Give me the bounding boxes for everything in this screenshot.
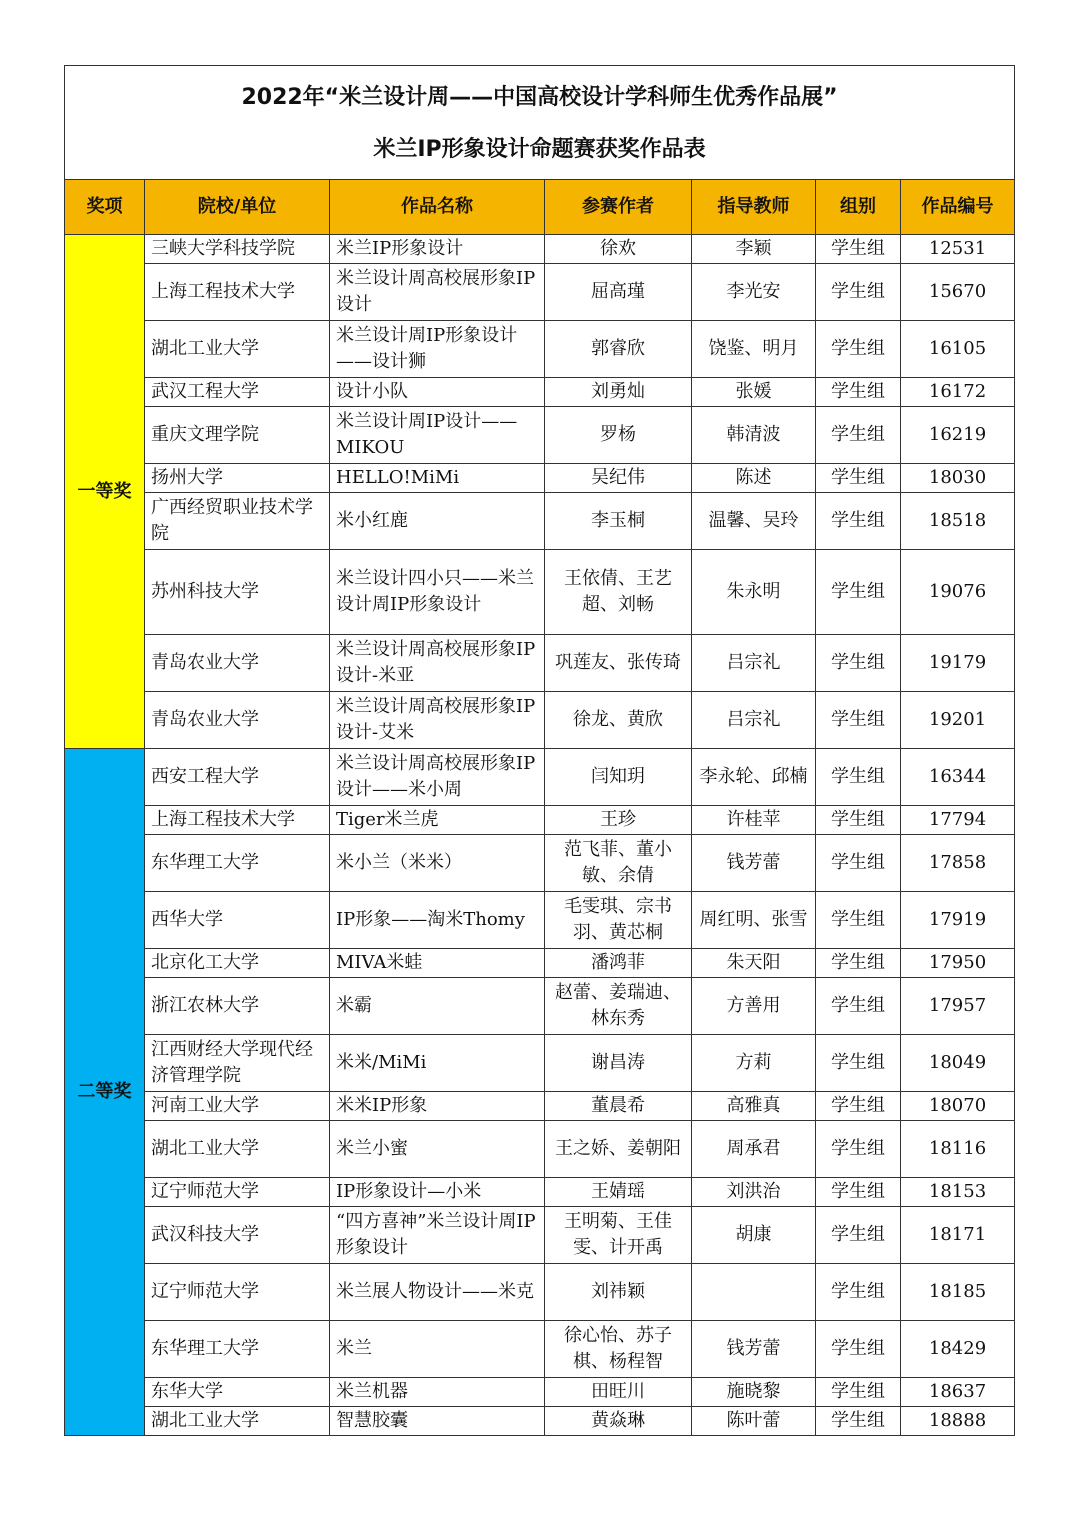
cell-teacher: 吕宗礼 (692, 692, 816, 749)
cell-work: 米兰机器 (330, 1378, 545, 1407)
cell-id: 18888 (901, 1407, 1015, 1436)
cell-school: 重庆文理学院 (145, 407, 330, 464)
cell-group: 学生组 (816, 378, 901, 407)
cell-school: 东华理工大学 (145, 1321, 330, 1378)
cell-author: 巩莲友、张传琦 (545, 635, 692, 692)
cell-group: 学生组 (816, 692, 901, 749)
table-row (65, 1092, 1015, 1121)
header-id: 作品编号 (901, 180, 1015, 235)
cell-work: 智慧胶囊 (330, 1407, 545, 1436)
cell-teacher: 高雅真 (692, 1092, 816, 1121)
cell-teacher: 方莉 (692, 1035, 816, 1092)
cell-work: 米兰设计周高校展形象IP设计-艾米 (330, 692, 545, 749)
cell-school: 西华大学 (145, 892, 330, 949)
table-row (65, 235, 1015, 264)
cell-school: 东华理工大学 (145, 835, 330, 892)
table-row (65, 1264, 1015, 1321)
table-body (65, 235, 1015, 1436)
table-row (65, 635, 1015, 692)
cell-id: 16105 (901, 321, 1015, 378)
table-row (65, 806, 1015, 835)
cell-group: 学生组 (816, 1178, 901, 1207)
cell-group: 学生组 (816, 978, 901, 1035)
cell-group: 学生组 (816, 1264, 901, 1321)
cell-author: 王婧瑶 (545, 1178, 692, 1207)
cell-id: 16172 (901, 378, 1015, 407)
cell-id: 18518 (901, 493, 1015, 550)
cell-work: 设计小队 (330, 378, 545, 407)
cell-id: 18049 (901, 1035, 1015, 1092)
cell-id: 19179 (901, 635, 1015, 692)
cell-author: 屈高瑾 (545, 264, 692, 321)
cell-group: 学生组 (816, 635, 901, 692)
cell-group: 学生组 (816, 949, 901, 978)
cell-teacher: 胡康 (692, 1207, 816, 1264)
table-row (65, 550, 1015, 635)
cell-group: 学生组 (816, 321, 901, 378)
table-row (65, 749, 1015, 806)
cell-teacher: 周红明、张雪 (692, 892, 816, 949)
cell-author: 田旺川 (545, 1378, 692, 1407)
cell-work: 米兰 (330, 1321, 545, 1378)
cell-work: 米兰设计四小只——米兰设计周IP形象设计 (330, 550, 545, 635)
cell-id: 17794 (901, 806, 1015, 835)
cell-author: 范飞菲、董小敏、余倩 (545, 835, 692, 892)
cell-group: 学生组 (816, 1207, 901, 1264)
cell-id: 18171 (901, 1207, 1015, 1264)
cell-school: 苏州科技大学 (145, 550, 330, 635)
cell-work: 米兰设计周IP设计——MIKOU (330, 407, 545, 464)
table-row (65, 1378, 1015, 1407)
cell-school: 江西财经大学现代经济管理学院 (145, 1035, 330, 1092)
header-teacher: 指导教师 (692, 180, 816, 235)
cell-school: 青岛农业大学 (145, 635, 330, 692)
cell-group: 学生组 (816, 407, 901, 464)
title-line-2: 米兰IP形象设计命题赛获奖作品表 (373, 136, 706, 162)
cell-school: 河南工业大学 (145, 1092, 330, 1121)
cell-group: 学生组 (816, 892, 901, 949)
cell-school: 浙江农林大学 (145, 978, 330, 1035)
award-table-document (64, 65, 1014, 1436)
cell-id: 19201 (901, 692, 1015, 749)
cell-author: 谢昌涛 (545, 1035, 692, 1092)
cell-teacher: 李颖 (692, 235, 816, 264)
cell-school: 上海工程技术大学 (145, 264, 330, 321)
cell-work: 米兰小蜜 (330, 1121, 545, 1178)
cell-author: 王之娇、姜朝阳 (545, 1121, 692, 1178)
table-row (65, 321, 1015, 378)
cell-teacher: 韩清波 (692, 407, 816, 464)
cell-teacher: 方善用 (692, 978, 816, 1035)
table-row (65, 949, 1015, 978)
prize-category-cell: 二等奖 (65, 749, 145, 1436)
cell-teacher: 陈述 (692, 464, 816, 493)
award-table (64, 65, 1015, 1436)
cell-school: 湖北工业大学 (145, 1121, 330, 1178)
cell-work: “四方喜神”米兰设计周IP形象设计 (330, 1207, 545, 1264)
cell-id: 18153 (901, 1178, 1015, 1207)
cell-group: 学生组 (816, 493, 901, 550)
table-row (65, 493, 1015, 550)
cell-work: HELLO!MiMi (330, 464, 545, 493)
cell-author: 王珍 (545, 806, 692, 835)
cell-work: IP形象设计—小米 (330, 1178, 545, 1207)
cell-group: 学生组 (816, 835, 901, 892)
cell-author: 罗杨 (545, 407, 692, 464)
cell-group: 学生组 (816, 749, 901, 806)
header-school: 院校/单位 (145, 180, 330, 235)
cell-teacher: 刘洪治 (692, 1178, 816, 1207)
cell-id: 19076 (901, 550, 1015, 635)
cell-author: 徐欢 (545, 235, 692, 264)
cell-group: 学生组 (816, 550, 901, 635)
cell-author: 王依倩、王艺超、刘畅 (545, 550, 692, 635)
cell-author: 赵蕾、姜瑞迪、林东秀 (545, 978, 692, 1035)
cell-teacher: 李光安 (692, 264, 816, 321)
table-title (65, 66, 1015, 180)
cell-author: 王明菊、王佳雯、计开禹 (545, 1207, 692, 1264)
cell-work: 米兰设计周IP形象设计——设计狮 (330, 321, 545, 378)
cell-work: 米兰设计周高校展形象IP设计 (330, 264, 545, 321)
cell-teacher: 施晓黎 (692, 1378, 816, 1407)
header-work: 作品名称 (330, 180, 545, 235)
table-row (65, 407, 1015, 464)
cell-teacher: 朱天阳 (692, 949, 816, 978)
cell-school: 武汉科技大学 (145, 1207, 330, 1264)
cell-id: 16344 (901, 749, 1015, 806)
header-author: 参赛作者 (545, 180, 692, 235)
table-row (65, 1178, 1015, 1207)
cell-teacher: 钱芳蕾 (692, 835, 816, 892)
title-line-1: 2022年“米兰设计周——中国高校设计学科师生优秀作品展” (241, 84, 838, 110)
cell-teacher: 朱永明 (692, 550, 816, 635)
cell-school: 三峡大学科技学院 (145, 235, 330, 264)
cell-group: 学生组 (816, 1092, 901, 1121)
cell-school: 扬州大学 (145, 464, 330, 493)
cell-author: 董晨希 (545, 1092, 692, 1121)
cell-id: 17858 (901, 835, 1015, 892)
prize-category-cell: 一等奖 (65, 235, 145, 749)
cell-teacher: 温馨、吴玲 (692, 493, 816, 550)
cell-teacher: 吕宗礼 (692, 635, 816, 692)
cell-work: 米小兰（米米） (330, 835, 545, 892)
cell-work: 米米/MiMi (330, 1035, 545, 1092)
cell-school: 西安工程大学 (145, 749, 330, 806)
cell-work: 米兰设计周高校展形象IP设计-米亚 (330, 635, 545, 692)
cell-group: 学生组 (816, 235, 901, 264)
table-row (65, 692, 1015, 749)
cell-author: 毛雯琪、宗书羽、黄芯桐 (545, 892, 692, 949)
cell-teacher: 饶鉴、明月 (692, 321, 816, 378)
cell-teacher: 钱芳蕾 (692, 1321, 816, 1378)
cell-school: 广西经贸职业技术学院 (145, 493, 330, 550)
cell-id: 18070 (901, 1092, 1015, 1121)
cell-id: 18116 (901, 1121, 1015, 1178)
cell-teacher: 许桂苹 (692, 806, 816, 835)
cell-work: 米兰展人物设计——米克 (330, 1264, 545, 1321)
cell-id: 18429 (901, 1321, 1015, 1378)
cell-group: 学生组 (816, 1121, 901, 1178)
cell-school: 东华大学 (145, 1378, 330, 1407)
cell-work: MIVA米蛙 (330, 949, 545, 978)
cell-author: 郭睿欣 (545, 321, 692, 378)
cell-author: 刘勇灿 (545, 378, 692, 407)
cell-group: 学生组 (816, 264, 901, 321)
table-row (65, 1407, 1015, 1436)
cell-school: 上海工程技术大学 (145, 806, 330, 835)
cell-author: 黄焱琳 (545, 1407, 692, 1436)
cell-work: Tiger米兰虎 (330, 806, 545, 835)
header-group: 组别 (816, 180, 901, 235)
cell-school: 湖北工业大学 (145, 321, 330, 378)
cell-school: 辽宁师范大学 (145, 1264, 330, 1321)
cell-school: 辽宁师范大学 (145, 1178, 330, 1207)
cell-work: 米兰IP形象设计 (330, 235, 545, 264)
cell-teacher: 陈叶蕾 (692, 1407, 816, 1436)
cell-school: 北京化工大学 (145, 949, 330, 978)
cell-work: IP形象——淘米Thomy (330, 892, 545, 949)
cell-author: 徐龙、黄欣 (545, 692, 692, 749)
cell-author: 刘祎颖 (545, 1264, 692, 1321)
table-row (65, 1207, 1015, 1264)
table-row (65, 835, 1015, 892)
cell-id: 17950 (901, 949, 1015, 978)
cell-author: 潘鸿菲 (545, 949, 692, 978)
cell-id: 18185 (901, 1264, 1015, 1321)
cell-work: 米小红鹿 (330, 493, 545, 550)
cell-id: 18030 (901, 464, 1015, 493)
cell-school: 青岛农业大学 (145, 692, 330, 749)
cell-work: 米兰设计周高校展形象IP设计——米小周 (330, 749, 545, 806)
table-row (65, 892, 1015, 949)
cell-id: 17919 (901, 892, 1015, 949)
cell-school: 武汉工程大学 (145, 378, 330, 407)
table-row (65, 264, 1015, 321)
cell-id: 17957 (901, 978, 1015, 1035)
cell-school: 湖北工业大学 (145, 1407, 330, 1436)
cell-id: 15670 (901, 264, 1015, 321)
header-row (65, 180, 1015, 235)
cell-group: 学生组 (816, 1407, 901, 1436)
cell-group: 学生组 (816, 1321, 901, 1378)
table-row (65, 464, 1015, 493)
cell-teacher (692, 1264, 816, 1321)
cell-id: 18637 (901, 1378, 1015, 1407)
table-row (65, 1121, 1015, 1178)
cell-author: 徐心怡、苏子棋、杨程智 (545, 1321, 692, 1378)
cell-author: 李玉桐 (545, 493, 692, 550)
cell-teacher: 李永轮、邱楠 (692, 749, 816, 806)
header-prize: 奖项 (65, 180, 145, 235)
table-row (65, 978, 1015, 1035)
cell-group: 学生组 (816, 1378, 901, 1407)
cell-group: 学生组 (816, 806, 901, 835)
cell-teacher: 周承君 (692, 1121, 816, 1178)
cell-author: 吴纪伟 (545, 464, 692, 493)
cell-teacher: 张媛 (692, 378, 816, 407)
cell-author: 闫知玥 (545, 749, 692, 806)
cell-group: 学生组 (816, 464, 901, 493)
cell-id: 12531 (901, 235, 1015, 264)
cell-id: 16219 (901, 407, 1015, 464)
cell-work: 米霸 (330, 978, 545, 1035)
table-row (65, 1321, 1015, 1378)
table-row (65, 1035, 1015, 1092)
cell-group: 学生组 (816, 1035, 901, 1092)
table-row (65, 378, 1015, 407)
cell-work: 米米IP形象 (330, 1092, 545, 1121)
